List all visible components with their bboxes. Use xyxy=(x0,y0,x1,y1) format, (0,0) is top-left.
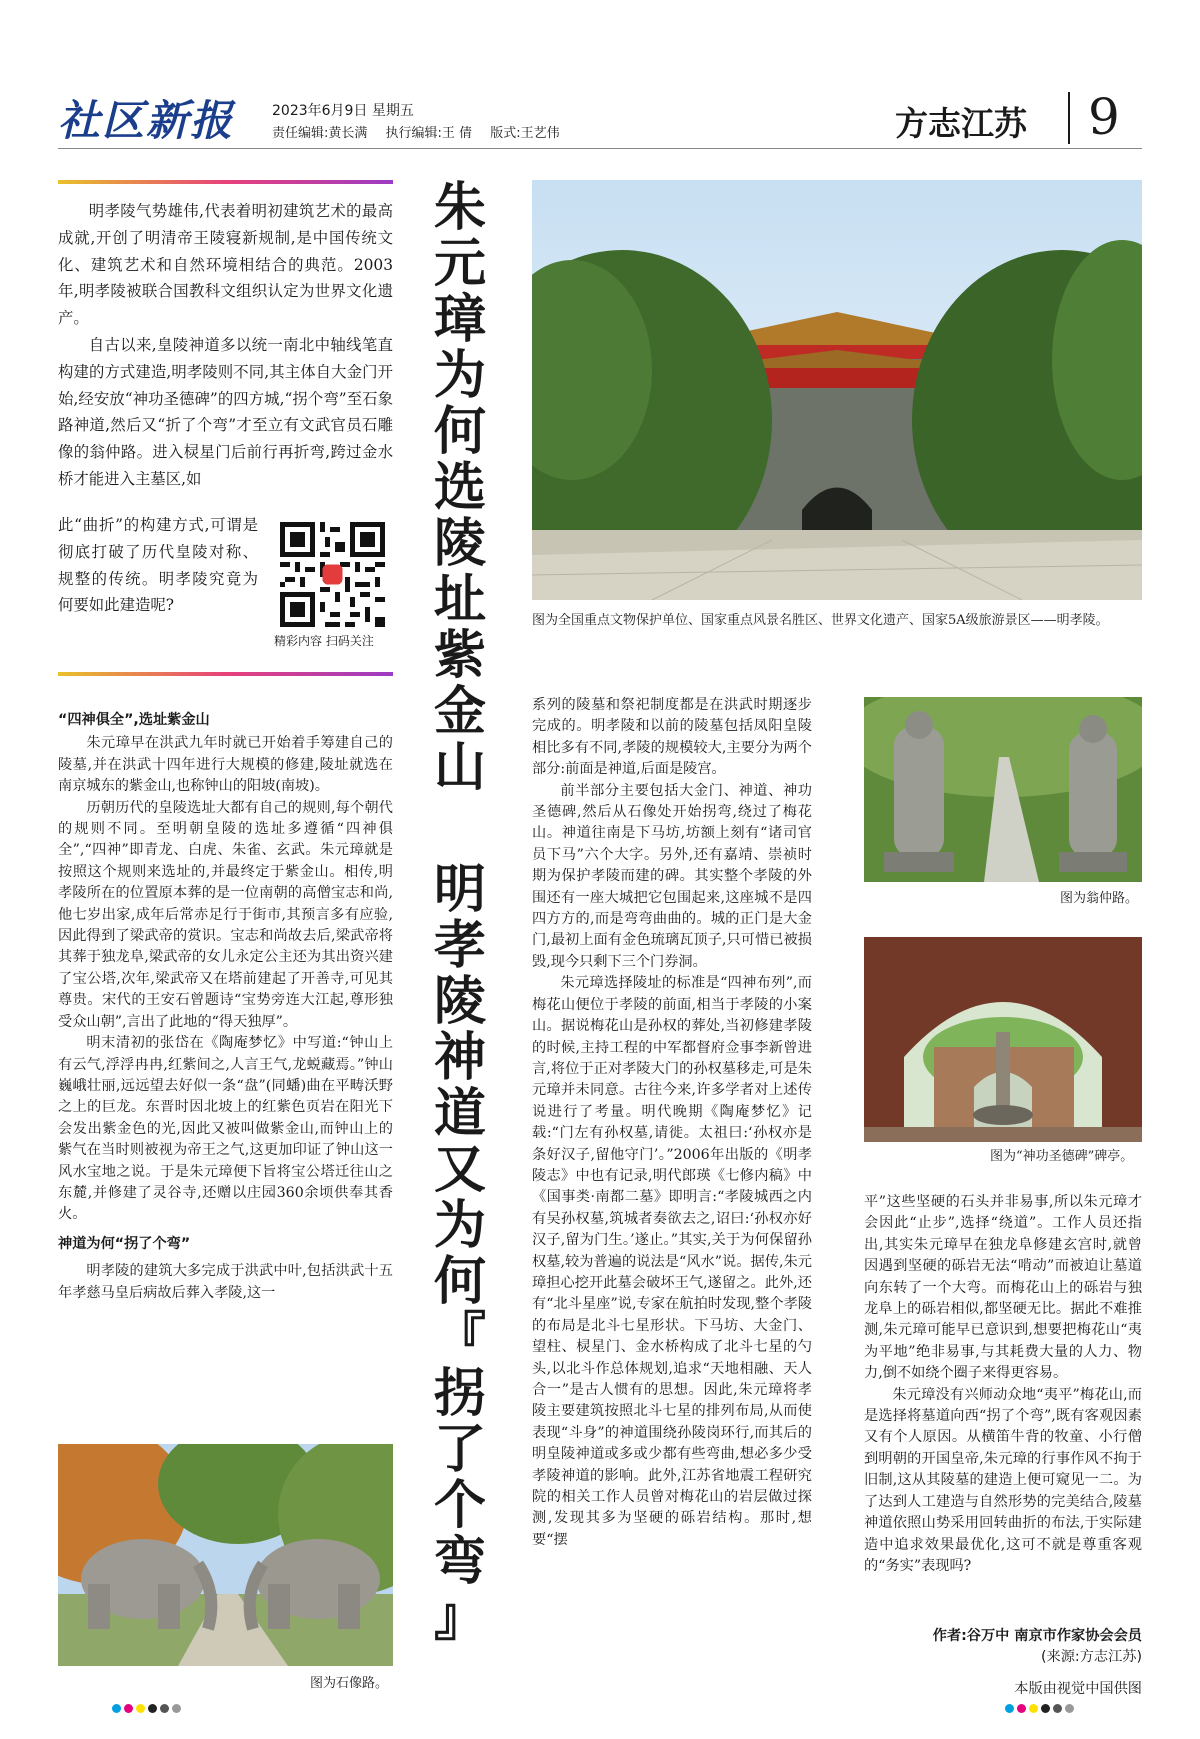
body-paragraph: 明孝陵的建筑大多完成于洪武中叶,包括洪武十五年孝慈马皇后病故后葬入孝陵,这一 xyxy=(58,1263,393,1301)
headline-char: 金 xyxy=(433,681,486,742)
elephant-photo-caption: 图为石像路。 xyxy=(310,1676,389,1691)
masthead-rule xyxy=(58,148,1142,149)
headline-char: 明 xyxy=(433,859,486,920)
headline-char: 了 xyxy=(433,1419,486,1480)
registration-dot xyxy=(172,1704,181,1713)
column-1 xyxy=(58,710,393,1304)
headline-char: 陵 xyxy=(433,971,486,1032)
stele-pavilion-image xyxy=(864,937,1142,1142)
body-paragraph: 明末清初的张岱在《陶庵梦忆》中写道:“钟山上有云气,浮浮冉冉,红紫间之,人言王气,龙蜕藏焉。”钟山巍峨壮丽,远远望去好似一条“盘”(同蟠)曲在平畴沃野之上的巨龙。东晋时因北坡上的红紫色页岩在阳光下会发出紫金色的光,因此又被叫做紫金山,而钟山上的紫气在当时则被视为帝王之气,这更加印证了钟山这一风水宝地之说。于是朱元璋便下旨将宝公塔迁往山之东麓,并修建了灵谷寺,还赠以庄园360余顷供奉其香火。 xyxy=(58,1035,393,1223)
headline-char: 陵 xyxy=(433,513,486,574)
author-line: 作者:谷万中 南京市作家协会会员 xyxy=(932,1628,1142,1644)
headline-char: 个 xyxy=(433,1475,486,1536)
editor-in-charge: 责任编辑:黄长满 xyxy=(272,126,368,141)
body-paragraph: 系列的陵墓和祭祀制度都是在洪武时期逐步完成的。明孝陵和以前的陵墓包括凤阳皇陵相比多有不同,孝陵的规模较大,主要分为两个部分:前面是神道,后面是陵宫。 xyxy=(532,697,812,778)
registration-dot xyxy=(1065,1704,1074,1713)
headline-part-1 xyxy=(428,177,492,798)
body-paragraph: 平”这些坚硬的石头并非易事,所以朱元璋才会因此“止步”,选择“绕道”。工作人员还指出,其实朱元璋早在独龙阜修建玄宫时,就曾因遇到坚硬的砾岩无法“啃动”而被迫让墓道向东转了一个大弯。而梅花山上的砾岩与独龙阜上的砾岩相似,都坚硬无比。据此不难推测,朱元璋可能早已意识到,想要把梅花山“夷为平地”绝非易事,与其耗费大量的人力、物力,倒不如绕个圈子来得更容易。 xyxy=(864,1194,1142,1382)
body-paragraph: 朱元璋选择陵址的标准是“四神布列”,而梅花山便位于孝陵的前面,相当于孝陵的小案山。据说梅花山是孙权的葬处,当初修建孝陵的时候,主持工程的中军都督府佥事李新曾进言,将位于正对孝陵大门的孙权墓移走,可是朱元璋并未同意。古往今来,许多学者对上述传说进行了考量。明代晚期《陶庵梦忆》记载:“门左有孙权墓,请徙。太祖曰:‘孙权亦是条好汉子,留他守门’。”2006年出版的《明孝陵志》中也有记录,明代郎瑛《七修内稿》中《国事类·南都二墓》即明言:“孝陵城西之内有吴孙权墓,筑城者奏欲去之,诏曰:‘孙权亦好汉子,留为门生。’遂止。”其实,关于为何保留孙权墓,较为普遍的说法是“风水”说。据传,朱元璋担心挖开此墓会破坏王气,遂留之。此外,还有“北斗星座”说,专家在航拍时发现,整个孝陵的布局是北斗七星形状。下马坊、大金门、望柱、棂星门、金水桥构成了北斗七星的勺头,以北斗作总体规划,追求“天地相融、天人合一”是古人惯有的思想。因此,朱元璋将孝陵主要建筑按照北斗七星的排列布局,从而使表现“斗身”的神道围绕孙陵岗环行,而其后的明皇陵神道或多或少都有些弯曲,想必多少受孝陵神道的影响。此外,江苏省地震工程研究院的相关工作人员曾对梅花山的岩层做过探测,发现其多为坚硬的砾岩结构。那时,想要“摆 xyxy=(532,975,812,1548)
elephant-photo xyxy=(58,1444,393,1666)
headline-char: 址 xyxy=(433,569,486,630)
statue-photo-caption: 图为翁仲路。 xyxy=(1060,891,1139,906)
headline-char: 神 xyxy=(433,1027,486,1088)
executive-editor: 执行编辑:王 倩 xyxy=(385,126,473,141)
section-2-title: 神道为何“拐了个弯” xyxy=(58,1235,191,1252)
registration-dot xyxy=(112,1704,121,1713)
issue-date: 2023年6月9日 星期五 xyxy=(272,103,414,119)
headline-char: 璋 xyxy=(433,289,486,350)
headline-char: 为 xyxy=(433,345,486,406)
registration-dot xyxy=(1017,1704,1026,1713)
headline-char: 为 xyxy=(433,1195,486,1256)
registration-dot xyxy=(1029,1704,1038,1713)
body-paragraph: 朱元璋早在洪武九年时就已开始着手筹建自己的陵墓,并在洪武十四年进行大规模的修建,陵址就选在南京城东的紫金山,也称钟山的阳坡(南坡)。 xyxy=(58,735,393,795)
statue-photo xyxy=(864,697,1142,882)
layout-editor: 版式:王艺伟 xyxy=(490,126,560,141)
headline-char: 』 xyxy=(433,1587,486,1648)
photo-credit: 本版由视觉中国供图 xyxy=(1014,1681,1142,1697)
pavilion-photo-caption: 图为“神功圣德碑”碑亭。 xyxy=(990,1149,1134,1164)
registration-dot xyxy=(124,1704,133,1713)
masthead-logo: 社区新报 xyxy=(58,96,235,145)
main-photo-caption: 图为全国重点文物保护单位、国家重点风景名胜区、世界文化遗产、国家5A级旅游景区——明孝陵。 xyxy=(532,613,1109,628)
headline-char: 拐 xyxy=(433,1363,486,1424)
source-line: (来源:方志江苏) xyxy=(1041,1649,1142,1665)
stone-elephant-image xyxy=(58,1444,393,1666)
section-name: 方志江苏 xyxy=(895,104,1027,143)
headline-char: 何 xyxy=(433,401,486,462)
registration-dot xyxy=(1005,1704,1014,1713)
headline-char: 山 xyxy=(433,737,486,798)
headline-char: 又 xyxy=(433,1139,486,1200)
body-paragraph: 朱元璋没有兴师动众地“夷平”梅花山,而是选择将墓道向西“拐了个弯”,既有客观因素又有个人原因。从横笛牛背的牧童、小行僧到明朝的开国皇帝,朱元璋的行事作风不拘于旧制,这从其陵墓的建造上便可窥见一二。为了达到人工建造与自然形势的完美结合,陵墓神道依照山势采用回转曲折的布法,于实际建造中追求效果最优化,这可不就是尊重客观的“务实”表现吗? xyxy=(864,1386,1142,1574)
intro-text xyxy=(58,198,393,493)
main-photo xyxy=(532,180,1142,600)
column-2 xyxy=(532,695,812,1551)
headline-char: 选 xyxy=(433,457,486,518)
qr-code[interactable] xyxy=(280,522,385,627)
body-paragraph: 前半部分主要包括大金门、神道、神功圣德碑,然后从石像处开始拐弯,绕过了梅花山。神道往南是下马坊,坊额上刻有“诸司官员下马”六个大字。另外,还有嘉靖、崇祯时期为保护孝陵而建的碑。其实整个孝陵的外围还有一座大城把它包围起来,这座城不是四四方方的,而是弯弯曲曲的。城的正门是大金门,最初上面有金色琉璃瓦顶子,只可惜已被损毁,现今只剩下三个门券洞。 xyxy=(532,782,812,970)
stone-statue-image xyxy=(864,697,1142,882)
registration-dot xyxy=(160,1704,169,1713)
registration-dot xyxy=(1041,1704,1050,1713)
headline-char: 孝 xyxy=(433,915,486,976)
intro-bottom-bar xyxy=(58,672,393,676)
intro-paragraph-narrow: 此“曲折”的构建方式,可谓是彻底打破了历代皇陵对称、规整的传统。明孝陵究竟为何要如此建造呢? xyxy=(58,516,258,615)
section-divider xyxy=(1068,92,1070,144)
section-1-title: “四神俱全”,选址紫金山 xyxy=(58,712,210,728)
headline-char: 何 xyxy=(433,1251,486,1312)
registration-dots-left xyxy=(112,1704,181,1713)
body-paragraph: 历朝历代的皇陵选址大都有自己的规则,每个朝代的规则不同。至明朝皇陵的选址多遵循“四神俱全”,“四神”即青龙、白虎、朱雀、玄武。朱元璋就是按照这个规则来选址的,并最终定于紫金山。相传,明孝陵所在的位置原本葬的是一位南朝的高僧宝志和尚,他七岁出家,成年后常赤足行于街市,其预言多有应验,因此得到了梁武帝的赏识。宝志和尚故去后,梁武帝将其葬于独龙阜,梁武帝的女儿永定公主还为其出资兴建了宝公塔,次年,梁武帝又在塔前建起了开善寺,可见其尊贵。宋代的王安石曾题诗“宝势旁连大江起,尊形独受众山朝”,言出了此地的“得天独厚”。 xyxy=(58,799,393,1030)
byline xyxy=(864,1626,1142,1668)
registration-dot xyxy=(136,1704,145,1713)
headline-char: 弯 xyxy=(433,1531,486,1592)
registration-dot xyxy=(148,1704,157,1713)
registration-dots-right xyxy=(1005,1704,1074,1713)
headline-part-2 xyxy=(428,859,492,1648)
headline-char: 朱 xyxy=(433,177,486,238)
intro-top-bar xyxy=(58,180,393,184)
page-number: 9 xyxy=(1088,88,1120,146)
qr-code-icon xyxy=(280,522,385,627)
pavilion-photo xyxy=(864,937,1142,1142)
headline-char: 元 xyxy=(433,233,486,294)
headline-char: 道 xyxy=(433,1083,486,1144)
qr-caption: 精彩内容 扫码关注 xyxy=(274,634,374,648)
registration-dot xyxy=(1053,1704,1062,1713)
headline-char: 『 xyxy=(433,1307,486,1368)
gate-tower-image xyxy=(532,180,1142,600)
column-3 xyxy=(864,1192,1142,1577)
editor-credits xyxy=(272,122,574,141)
intro-paragraph: 自古以来,皇陵神道多以统一南北中轴线笔直构建的方式建造,明孝陵则不同,其主体自大金门开始,经安放“神功圣德碑”的四方城,“拐个弯”至石象路神道,然后又“折了个弯”才至立有文武官员石雕像的翁仲路。进入棂星门后前行再折弯,跨过金水桥才能进入主墓区,如 xyxy=(58,335,393,488)
intro-paragraph: 明孝陵气势雄伟,代表着明初建筑艺术的最高成就,开创了明清帝王陵寝新规制,是中国传统文化、建筑艺术和自然环境相结合的典范。2003年,明孝陵被联合国教科文组织认定为世界文化遗产。 xyxy=(58,202,393,328)
headline-char: 紫 xyxy=(433,625,486,686)
